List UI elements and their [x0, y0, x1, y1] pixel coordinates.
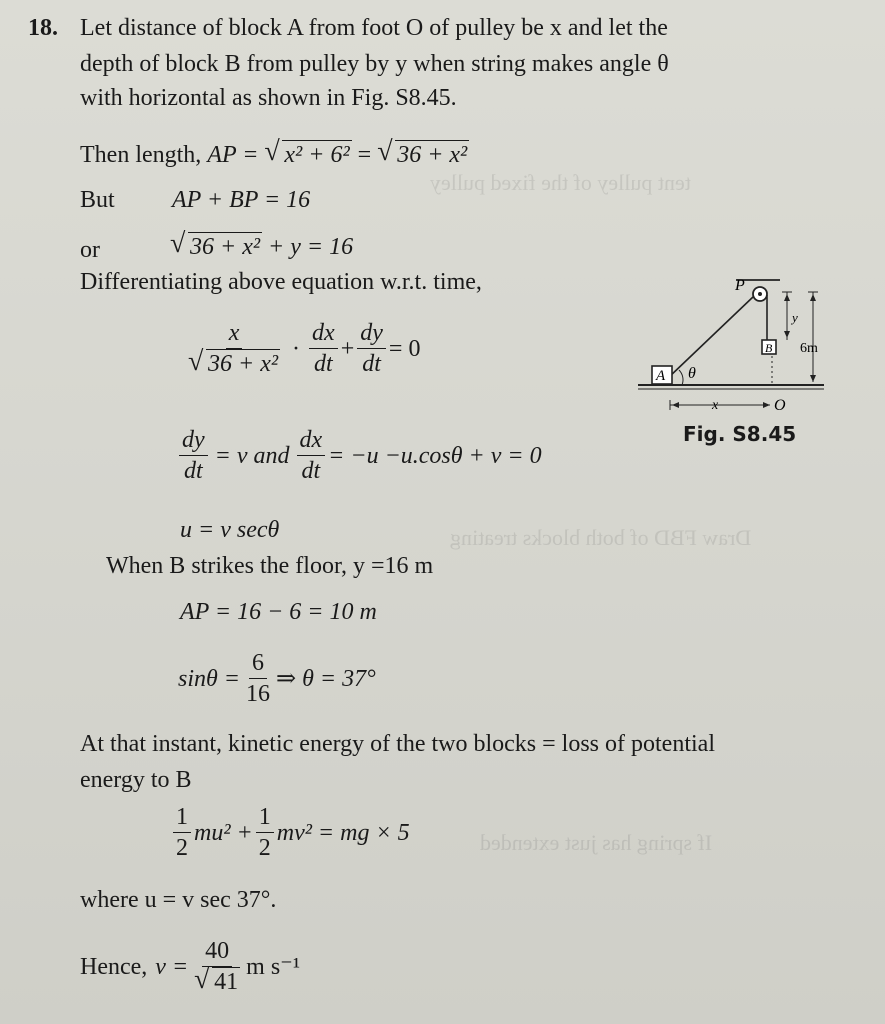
or-equation [170, 232, 353, 261]
string-ap [668, 296, 754, 378]
dy-dt-fraction-2: $\frac{dy}{dt}$ [179, 425, 208, 486]
label-6m: 6m [800, 341, 818, 356]
intro-line-1: Let distance of block A from foot O of pulley be x and let the [80, 15, 668, 41]
sqrt-36-x2: √ 36 + x² [377, 140, 469, 169]
or-radicand: 36 + x² [190, 234, 261, 260]
pulley-figure [630, 268, 830, 428]
intro-line-2: depth of block B from pulley by y when string makes angle θ [80, 51, 669, 77]
velocity-relation: $\frac{dy}{dt}$ = v and $\frac{dx}{dt}$ = −u −u.cosθ + v = 0 [176, 425, 542, 486]
sin-fraction: $\frac{6}{16}$ [246, 650, 270, 707]
dx-dt-fraction: $\frac{dx}{dt}$ [309, 318, 338, 379]
label-a: A [656, 368, 666, 384]
problem-number: 18. [28, 15, 58, 41]
sqrt-x2-62: √ x² + 6² [264, 140, 351, 169]
label-p: P [735, 277, 745, 294]
hence-line: Hence, v = 40 √ 41 m s⁻¹ [80, 936, 300, 997]
bleed-through-text: tent pulley of the fixed pulley [430, 170, 691, 195]
label-theta: θ [688, 365, 696, 382]
bleed-through-text: Draw FBD of both blocks treating [450, 525, 752, 550]
where-line: where u = v sec 37°. [80, 887, 277, 913]
strike-line: When B strikes the floor, y =16 m [106, 553, 434, 579]
differentiating-text: Differentiating above equation w.r.t. time, [80, 269, 482, 295]
figure-caption: Fig. S8.45 [683, 422, 797, 446]
but-label: But [80, 187, 115, 213]
final-velocity-fraction: 40 √ 41 [191, 936, 243, 997]
label-o: O [774, 397, 786, 414]
ap-line: AP = 16 − 6 = 10 m [180, 599, 377, 625]
derivative-equation: x √ 36 + x² · $\frac{dx}{dt}$ + $\frac{dy}{dt}$ = 0 [182, 318, 420, 379]
or-tail: + y = 16 [268, 234, 354, 260]
u-equals-line: u = v secθ [180, 517, 280, 543]
intro-line-3: with horizontal as shown in Fig. S8.45. [80, 85, 457, 111]
sin-theta-line: sinθ = $\frac{6}{16}$ ⇒ θ = 37° [178, 650, 376, 707]
bleed-through-text: If spring has just extended [480, 830, 713, 855]
then-length-label: Then length, [80, 142, 202, 168]
or-label: or [80, 237, 100, 263]
ke-line-2: energy to B [80, 767, 192, 793]
label-y: y [792, 310, 798, 325]
but-equation: AP + BP = 16 [172, 187, 311, 213]
dx-dt-fraction-2: $\frac{dx}{dt}$ [297, 425, 326, 486]
label-x: x [712, 398, 719, 413]
dy-dt-fraction: $\frac{dy}{dt}$ [357, 318, 386, 379]
x-over-sqrt-fraction: x √ 36 + x² [185, 318, 283, 379]
ke-line-1: At that instant, kinetic energy of the two blocks = loss of potential [80, 731, 715, 757]
then-length-line: Then length, AP = √ x² + 6² = √ 36 + x² [80, 140, 469, 169]
ap-expression: AP = [207, 142, 259, 168]
energy-equation: $\frac{1}{2}$ mu² + $\frac{1}{2}$ mv² = mg × 5 [170, 802, 410, 863]
label-b: B [765, 341, 773, 355]
